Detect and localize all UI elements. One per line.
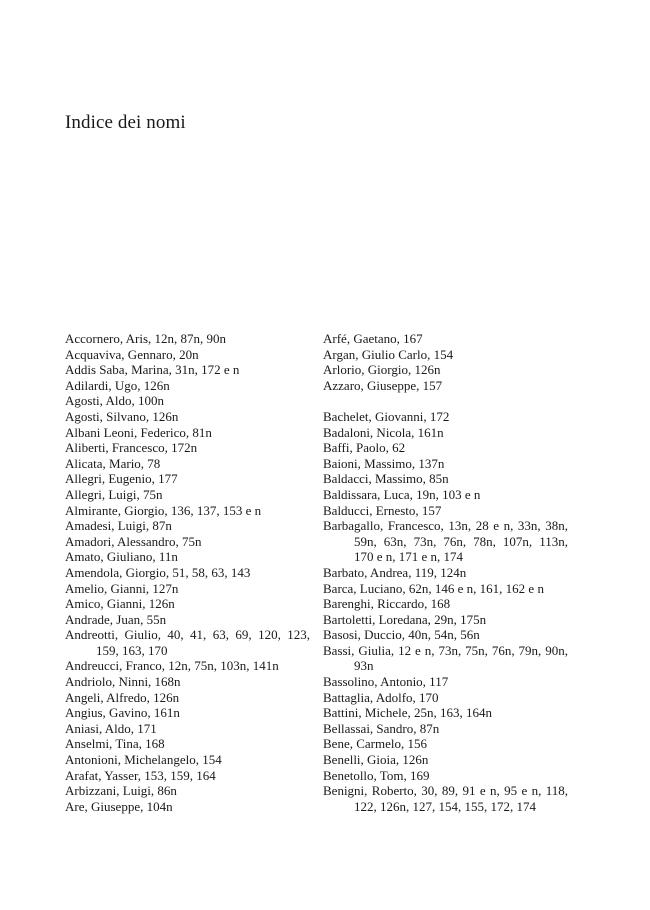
- index-entry: Basosi, Duccio, 40n, 54n, 56n: [323, 627, 480, 643]
- index-entry: Badaloni, Nicola, 161n: [323, 424, 444, 440]
- index-entry: Amico, Gianni, 126n: [65, 596, 175, 612]
- index-entry: Allegri, Eugenio, 177: [65, 471, 178, 487]
- index-entry: Barenghi, Riccardo, 168: [323, 596, 451, 612]
- index-entry: Baioni, Massimo, 137n: [323, 455, 445, 471]
- index-entry: Andreotti, Giulio, 40, 41, 63, 69, 120, 123, 159, 163, 170: [65, 627, 310, 658]
- index-entry: Arfé, Gaetano, 167: [323, 331, 423, 346]
- index-entry: Alicata, Mario, 78: [65, 455, 161, 471]
- index-entry: Battaglia, Adolfo, 170: [323, 689, 439, 705]
- index-entry: Are, Giuseppe, 104n: [65, 798, 173, 814]
- letter-group-spacer: [323, 393, 568, 409]
- index-entry: Amadori, Alessandro, 75n: [65, 533, 202, 549]
- index-entry: Bachelet, Giovanni, 172: [323, 408, 450, 424]
- index-entry: Andreucci, Franco, 12n, 75n, 103n, 141n: [65, 658, 279, 674]
- index-entry: Angeli, Alfredo, 126n: [65, 689, 180, 705]
- index-entry: Baffi, Paolo, 62: [323, 440, 406, 456]
- index-entry: Agosti, Silvano, 126n: [65, 408, 179, 424]
- index-entry: Bene, Carmelo, 156: [323, 736, 427, 752]
- index-column-right: [323, 331, 568, 814]
- index-entry: Benetollo, Tom, 169: [323, 767, 430, 783]
- index-entry: Bellassai, Sandro, 87n: [323, 720, 440, 736]
- index-entry: Amelio, Gianni, 127n: [65, 580, 179, 596]
- index-entry: Adilardi, Ugo, 126n: [65, 377, 170, 393]
- index-entry: Andrade, Juan, 55n: [65, 611, 167, 627]
- index-entry: Arbizzani, Luigi, 86n: [65, 783, 177, 799]
- index-entry: Arafat, Yasser, 153, 159, 164: [65, 767, 216, 783]
- index-entry: Benigni, Roberto, 30, 89, 91 e n, 95 e n, 118, 122, 126n, 127, 154, 155, 172, 174: [323, 783, 568, 814]
- index-entry: Bassolino, Antonio, 117: [323, 674, 449, 690]
- index-entry: Baldissara, Luca, 19n, 103 e n: [323, 486, 481, 502]
- index-entry: Balducci, Ernesto, 157: [323, 502, 442, 518]
- index-entry: Argan, Giulio Carlo, 154: [323, 346, 454, 362]
- index-entry: Bassi, Giulia, 12 e n, 73n, 75n, 76n, 79n, 90n, 93n: [323, 642, 568, 674]
- index-entry: Accornero, Aris, 12n, 87n, 90n: [65, 331, 227, 346]
- index-entry: Acquaviva, Gennaro, 20n: [65, 346, 199, 362]
- index-entry: Almirante, Giorgio, 136, 137, 153 e n: [65, 502, 262, 518]
- index-column-left: [65, 331, 310, 814]
- index-entry: Angius, Gavino, 161n: [65, 705, 180, 721]
- index-entry: Azzaro, Giuseppe, 157: [323, 377, 443, 393]
- index-entry: Amadesi, Luigi, 87n: [65, 518, 172, 534]
- index-entry: Barca, Luciano, 62n, 146 e n, 161, 162 e n: [323, 580, 544, 596]
- index-entry: Albani Leoni, Federico, 81n: [65, 424, 212, 440]
- index-entry: Andriolo, Ninni, 168n: [65, 674, 181, 690]
- index-entry: Aliberti, Francesco, 172n: [65, 440, 198, 456]
- index-entry: Barbato, Andrea, 119, 124n: [323, 564, 467, 580]
- index-entry: Arlorio, Giorgio, 126n: [323, 362, 441, 378]
- index-entry: Battini, Michele, 25n, 163, 164n: [323, 705, 492, 721]
- index-entry: Baldacci, Massimo, 85n: [323, 471, 449, 487]
- index-entry: Allegri, Luigi, 75n: [65, 486, 163, 502]
- index-entry: Agosti, Aldo, 100n: [65, 393, 164, 409]
- index-entry: Anselmi, Tina, 168: [65, 736, 165, 752]
- index-entry: Amendola, Giorgio, 51, 58, 63, 143: [65, 564, 251, 580]
- index-entry: Barbagallo, Francesco, 13n, 28 e n, 33n, 38n, 59n, 63n, 73n, 76n, 78n, 107n, 113n, 170 e n, 171 e n, 174: [323, 518, 568, 565]
- index-entry: Aniasi, Aldo, 171: [65, 720, 157, 736]
- index-entry: Addis Saba, Marina, 31n, 172 e n: [65, 362, 240, 378]
- index-entry: Benelli, Gioia, 126n: [323, 752, 429, 768]
- page-title: Indice dei nomi: [65, 112, 186, 133]
- index-entry: Antonioni, Michelangelo, 154: [65, 752, 222, 768]
- index-entry: Bartoletti, Loredana, 29n, 175n: [323, 611, 487, 627]
- index-entry: Amato, Giuliano, 11n: [65, 549, 178, 565]
